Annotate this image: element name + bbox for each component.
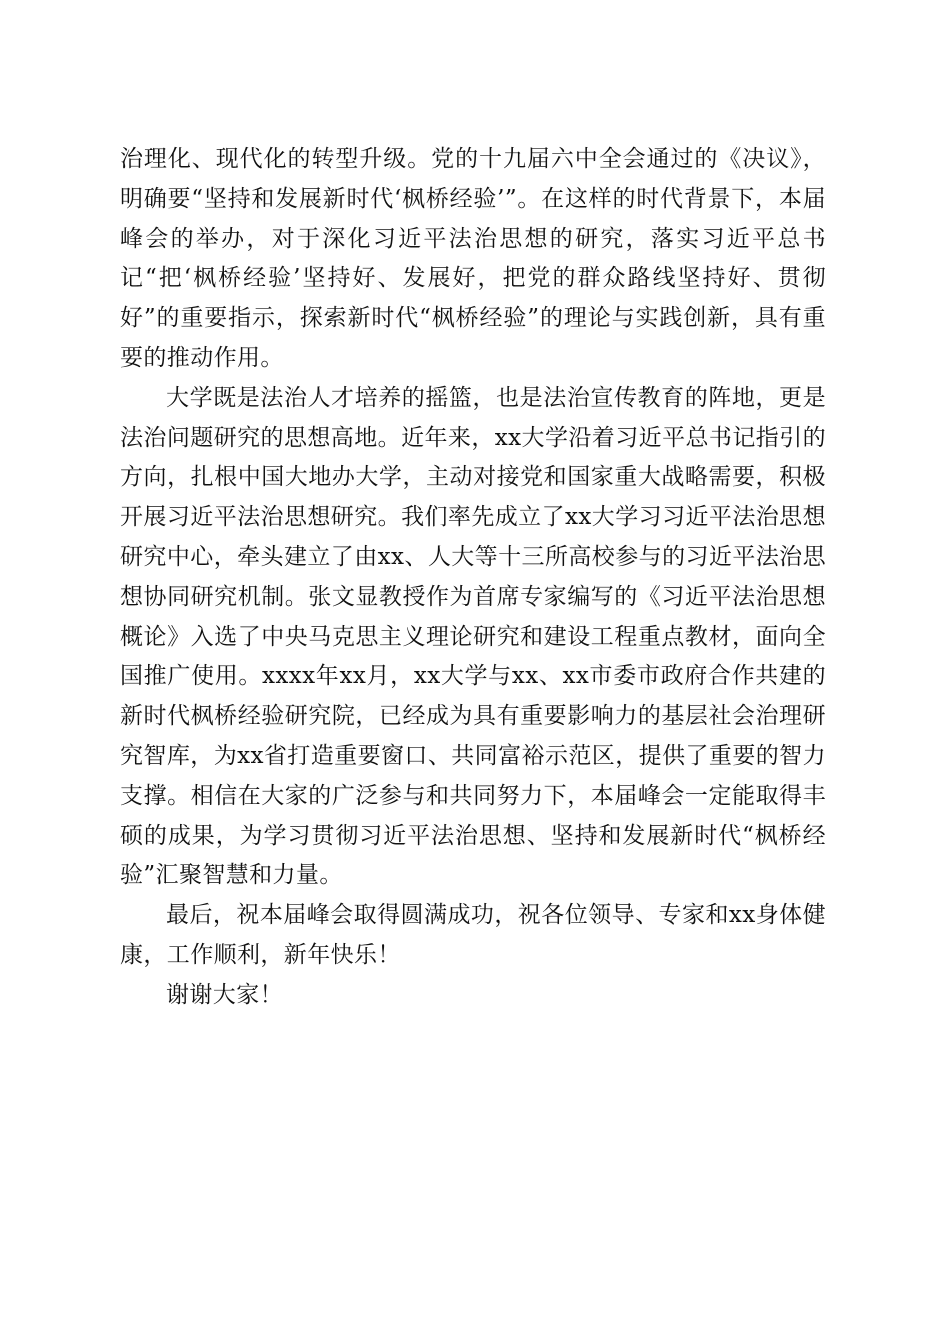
paragraph-continuation: 治理化、现代化的转型升级。党的十九届六中全会通过的《决议》，明确要“坚持和发展新时代‘枫桥经验’”。在这样的时代背景下，本届峰会的举办，对于深化习近平法治思想的研究，落实习近平总书记“把‘枫桥经验’坚持好、发展好，把党的群众路线坚持好、贯彻好”的重要指示，探索新时代“枫桥经验”的理论与实践创新，具有重要的推动作用。 xyxy=(120,146,826,371)
paragraph-thanks: 谢谢大家！ xyxy=(166,981,283,1008)
document-body xyxy=(120,140,826,1016)
paragraph-university-research: 大学既是法治人才培养的摇篮，也是法治宣传教育的阵地，更是法治问题研究的思想高地。近年来，xx大学沿着习近平总书记指引的方向，扎根中国大地办大学，主动对接党和国家重大战略需要，积极开展习近平法治思想研究。我们率先成立了xx大学习习近平法治思想研究中心，牵头建立了由xx、人大等十三所高校参与的习近平法治思想协同研究机制。张文显教授作为首席专家编写的《习近平法治思想概论》入选了中央马克思主义理论研究和建设工程重点教材，面向全国推广使用。xxxx年xx月，xx大学与xx、xx市委市政府合作共建的新时代枫桥经验研究院，已经成为具有重要影响力的基层社会治理研究智库，为xx省打造重要窗口、共同富裕示范区，提供了重要的智力支撑。相信在大家的广泛参与和共同努力下，本届峰会一定能取得丰硕的成果，为学习贯彻习近平法治思想、坚持和发展新时代“枫桥经验”汇聚智慧和力量。 xyxy=(120,384,826,889)
paragraph-closing-wishes: 最后，祝本届峰会取得圆满成功，祝各位领导、专家和xx身体健康，工作顺利，新年快乐！ xyxy=(120,902,826,968)
